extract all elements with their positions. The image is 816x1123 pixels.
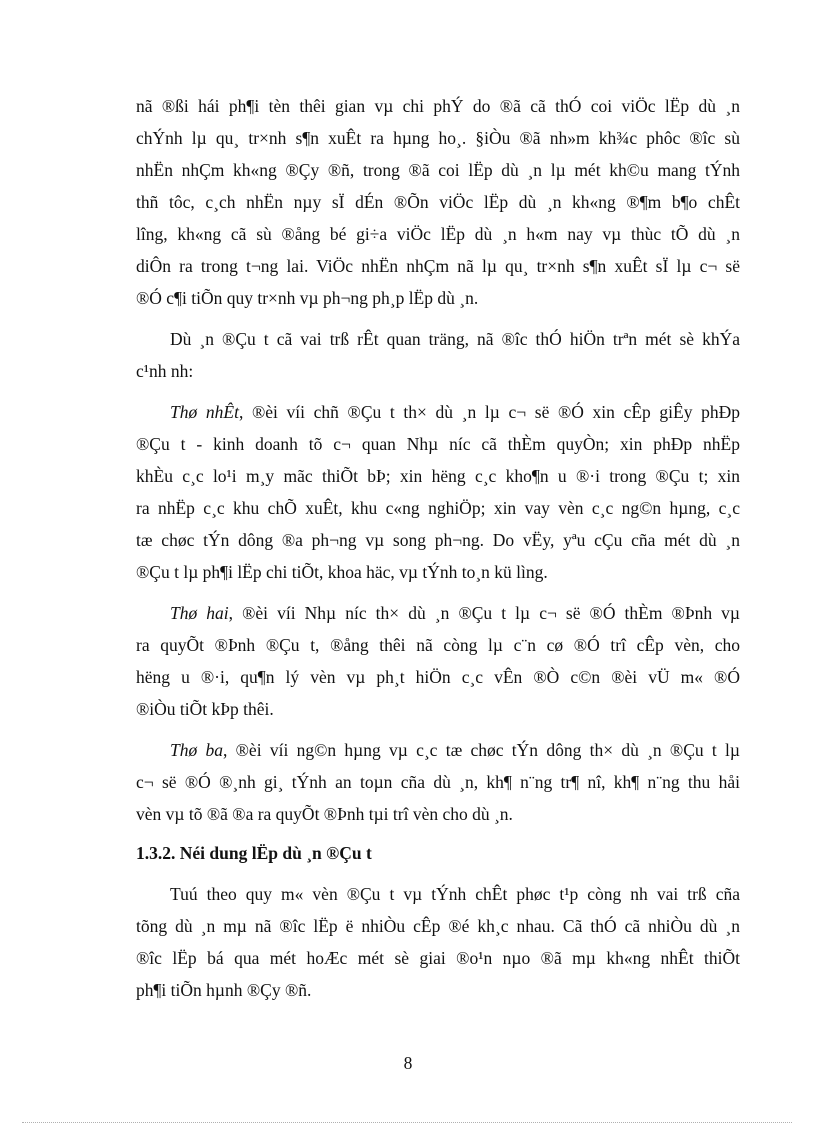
paragraph-first-line xyxy=(170,402,740,422)
paragraph-line: ®Çu t - kinh doanh tõ c¬ quan Nhµ níc cã thÈm quyÒn; xin phÐp nhËp xyxy=(136,434,740,454)
paragraph-line: lîng, kh«ng cã sù ®ång bé gi÷a viÖc lËp dù ¸n h«m nay vµ thùc tÕ dù ¸n xyxy=(136,224,740,244)
paragraph-line: chÝnh lµ qu¸ tr×nh s¶n xuÊt ra hµng ho¸. §iÒu ®ã nh»m kh¾c phôc ®îc sù xyxy=(136,128,740,148)
paragraph-line: Dù ¸n ®Çu t cã vai trß rÊt quan träng, nã ®îc thÓ hiÖn trªn mét sè khÝa xyxy=(170,329,740,349)
paragraph-line: ®iÒu tiÕt kÞp thêi. xyxy=(136,699,274,719)
paragraph-line-text: , ®èi víi ng©n hµng vµ c¸c tæ chøc tÝn dông th× dù ¸n ®Çu t lµ xyxy=(223,740,740,760)
paragraph-line: ®îc lËp bá qua mét hoÆc mét sè giai ®o¹n nµo ®ã mµ kh«ng nhÊt thiÕt xyxy=(136,948,740,968)
paragraph-line: ®Ó c¶i tiÕn quy tr×nh vµ ph¬ng ph¸p lËp dù ¸n. xyxy=(136,288,479,308)
paragraph-line: c¹nh nh: xyxy=(136,361,194,381)
paragraph-line: ra quyÕt ®Þnh ®Çu t, ®ång thêi nã còng lµ c¨n cø ®Ó trî cÊp vèn, cho xyxy=(136,635,740,655)
paragraph-line: vèn vµ tõ ®ã ®a ra quyÕt ®Þnh tµi trî vèn cho dù ¸n. xyxy=(136,804,513,824)
paragraph-line: c¬ së ®Ó ®¸nh gi¸ tÝnh an toµn cña dù ¸n, kh¶ n¨ng tr¶ nî, kh¶ n¨ng thu håi xyxy=(136,772,740,792)
paragraph-lead: Thø ba xyxy=(170,740,223,760)
paragraph-lead: Thø nhÊt xyxy=(170,402,239,422)
paragraph-first-line xyxy=(170,740,740,760)
paragraph-line: ra nhËp c¸c khu chÕ xuÊt, khu c«ng nghiÖp; xin vay vèn c¸c ng©n hµng, c¸c xyxy=(136,498,740,518)
paragraph-line: hëng u ®·i, qu¶n lý vèn vµ ph¸t hiÖn c¸c vÊn ®Ò c©n ®èi vÜ m« ®Ó xyxy=(136,667,740,687)
paragraph-line: tõng dù ¸n mµ nã ®îc lËp ë nhiÒu cÊp ®é kh¸c nhau. Cã thÓ cã nhiÒu dù ¸n xyxy=(136,916,740,936)
paragraph-line: tæ chøc tÝn dông ®a ph¬ng vµ song ph¬ng. Do vËy, yªu cÇu cña mét dù ¸n xyxy=(136,530,740,550)
paragraph-line: nã ®ßi hái ph¶i tèn thêi gian vµ chi phÝ do ®ã cã thÓ coi viÖc lËp dù ¸n xyxy=(136,96,740,116)
paragraph-line: nhËn nhÇm kh«ng ®Çy ®ñ, trong ®ã coi lËp dù ¸n lµ mét kh©u mang tÝnh xyxy=(136,160,740,180)
paragraph-line: thñ tôc, c¸ch nhËn nµy sÏ dÉn ®Õn viÖc lËp dù ¸n kh«ng ®¶m b¶o chÊt xyxy=(136,192,740,212)
paragraph-line-text: , ®èi víi chñ ®Çu t th× dù ¸n lµ c¬ së ®Ó xin cÊp giÊy phÐp xyxy=(238,402,740,422)
paragraph-first-line xyxy=(170,603,740,623)
section-heading: 1.3.2. Néi dung lËp dù ¸n ®Çu t xyxy=(136,843,372,863)
paragraph-line: ph¶i tiÕn hµnh ®Çy ®ñ. xyxy=(136,980,312,1000)
paragraph-line: khÈu c¸c lo¹i m¸y mãc thiÕt bÞ; xin hëng c¸c kho¶n u ®·i trong ®Çu t; xin xyxy=(136,466,740,486)
paragraph-line-text: , ®èi víi Nhµ níc th× dù ¸n ®Çu t lµ c¬ së ®Ó thÈm ®Þnh vµ xyxy=(228,603,740,623)
page-number: 8 xyxy=(403,1053,413,1073)
paragraph-lead: Thø hai xyxy=(170,603,229,623)
paragraph-line: diÔn ra trong t¬ng lai. ViÖc nhËn nhÇm nã lµ qu¸ tr×nh s¶n xuÊt sÏ lµ c¬ së xyxy=(136,256,740,276)
paragraph-line: Tuú theo quy m« vèn ®Çu t vµ tÝnh chÊt phøc t¹p còng nh vai trß cña xyxy=(170,884,740,904)
paragraph-line: ®Çu t lµ ph¶i lËp chi tiÕt, khoa häc, vµ tÝnh to¸n kü lìng. xyxy=(136,562,548,582)
